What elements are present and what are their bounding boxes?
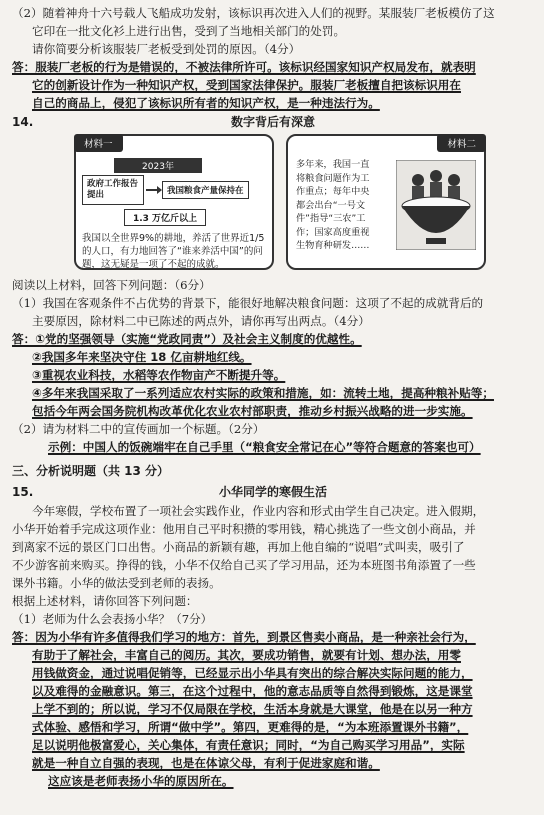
q15-header (12, 482, 534, 502)
q15-number: 15. (12, 485, 34, 499)
material-one (74, 134, 274, 270)
q15-story-line: 不少游客前来购买。挣得的钱，小华不仅给自己买了学习用品，还为本班图书角添置了一些 (12, 558, 476, 572)
q13-part2 (12, 4, 534, 112)
q15-story-line: 课外书籍。小华的做法受到老师的表扬。 (12, 576, 221, 590)
q14-number: 14. (12, 115, 34, 129)
q15-answer-line: 就是一种自立自强的表现，也是在体谅父母，有利于促进家庭和谐。 (32, 756, 380, 770)
q13-answer-line: 它的创新设计作为一种知识产权，受到国家法律保护。服装厂老板擅自把该标识用在 (32, 78, 461, 92)
grain-amount: 1.3 万亿斤以上 (124, 209, 206, 226)
grain-target-label: 我国粮食产量保持在 (162, 181, 249, 199)
arrow-icon (146, 189, 160, 191)
q14-answer-line: 包括今年两会国务院机构改革优化农业农村部职责，推动乡村振兴战略的进一步实施。 (32, 404, 473, 418)
q15-answer-line: 用钱做资金，通过说唱促销等，已经显示出小华具有突出的综合解决实际问题的能力， (32, 666, 473, 680)
year-label: 2023年 (114, 158, 202, 173)
q15-answer-conclusion: 这应该是老师表扬小华的原因所在。 (48, 774, 234, 788)
q14-example-answer: 示例：中国人的饭碗端牢在自己手里（“粮食安全常记在心”等符合题意的答案也可） (48, 440, 481, 454)
material-one-desc: 我国以全世界9%的耕地，养活了世界近1/5的人口，有力地回答了“谁来养活中国”的问题，这无疑是一项了不起的成就。 (82, 233, 265, 270)
q15-answer-line: 以及难得的金融意识。第三，在这个过程中，他的意志品质等自然得到锻炼，这是课堂 (32, 684, 473, 698)
q15-sub1: （1）老师为什么会表扬小华？（7分） (12, 612, 213, 626)
q15-answer-line: 式体验、感悟和学习，所谓“做中学”。第四，更难得的是，“为本班添置课外书籍”， (32, 720, 469, 734)
q15-story-line: 到离家不远的景区门口出售。小商品的新颖有趣，再加上他自编的“说唱”式叫卖，吸引了 (12, 540, 465, 554)
q13-text-line: （2）随着神舟十六号载人飞船成功发射，该标识再次进入人们的视野。某服装厂老板模仿了这 (12, 6, 495, 20)
q14-answer-line: 答：①党的坚强领导（实施“党政同责”）及社会主义制度的优越性。 (12, 332, 362, 346)
q15-answer-line: 上学不到的；所以说，学习不仅局限在学校，生活本身就是大课堂，他是在以另一种方 (32, 702, 473, 716)
material-one-tag: 材料一 (74, 134, 123, 152)
q13-answer-line: 自己的商品上，侵犯了该标识所有者的知识产权，是一种违法行为。 (32, 96, 380, 110)
material-two-tag: 材料二 (437, 134, 486, 152)
q14-sub1-line: 主要原因，除材料二中已陈述的两点外，请你再写出两点。（4分） (32, 314, 370, 328)
q15-prompt: 根据上述材料，请你回答下列问题： (12, 594, 198, 608)
q14-answer-line: ③重视农业科技，水稻等农作物亩产不断提升等。 (32, 368, 286, 382)
gov-report-label: 政府工作报告提出 (82, 175, 144, 205)
q13-answer-line: 答：服装厂老板的行为是错误的，不被法律所许可。该标识经国家知识产权局发布，就表明 (12, 60, 476, 74)
materials-panel (74, 134, 486, 270)
material-two (286, 134, 486, 270)
q14-sub2: （2）请为材料二中的宣传画加一个标题。（2分） (12, 422, 265, 436)
q15-story-line: 今年寒假，学校布置了一项社会实践作业，作业内容和形式由学生自己决定。进入假期， (32, 504, 485, 518)
material-two-text: 多年来，我国一直将粮食问题作为工作重点；每年中央都会出台“一号文件”指导“三农”工作；国家高度重视生物育种研发…… (296, 159, 370, 251)
q15-answer-line: 足以说明他极富爱心，关心集体，有责任意识；同时，“为自己购买学习用品”，实际 (32, 738, 465, 752)
q15-story-line: 小华开始着手完成这项作业：他用自己平时积攒的零用钱，精心挑选了一些文创小商品，并 (12, 522, 476, 536)
q15-title: 小华同学的寒假生活 (218, 485, 327, 499)
q14-answer-line: ②我国多年来坚决守住 18 亿亩耕地红线。 (32, 350, 252, 364)
q14-answer-line: ④多年来我国采取了一系列适应农村实际的政策和措施，如：流转土地，提高种粮补贴等； (32, 386, 494, 400)
q13-text-line: 请你简要分析该服装厂老板受到处罚的原因。（4分） (32, 42, 301, 56)
q14-sub1-line: （1）我国在客观条件不占优势的背景下，能很好地解决粮食问题：这项了不起的成就背后的 (12, 296, 484, 310)
q13-text-line: 它印在一批文化衫上进行出售，受到了当地相关部门的处罚。 (32, 24, 346, 38)
q14-header (12, 112, 534, 132)
q15-answer-line: 有助于了解社会，丰富自己的阅历。其次，要成功销售，就要有计划、想办法，用零 (32, 648, 461, 662)
section-heading: 三、分析说明题（共 13 分） (12, 464, 170, 478)
q15-answer-line: 答：因为小华有许多值得我们学习的地方：首先，到景区售卖小商品，是一种亲社会行为， (12, 630, 476, 644)
q14-prompt: 阅读以上材料，回答下列问题：（6分） (12, 278, 211, 292)
rice-bowl-poster-icon (396, 160, 476, 250)
q14-title: 数字背后有深意 (230, 115, 315, 129)
